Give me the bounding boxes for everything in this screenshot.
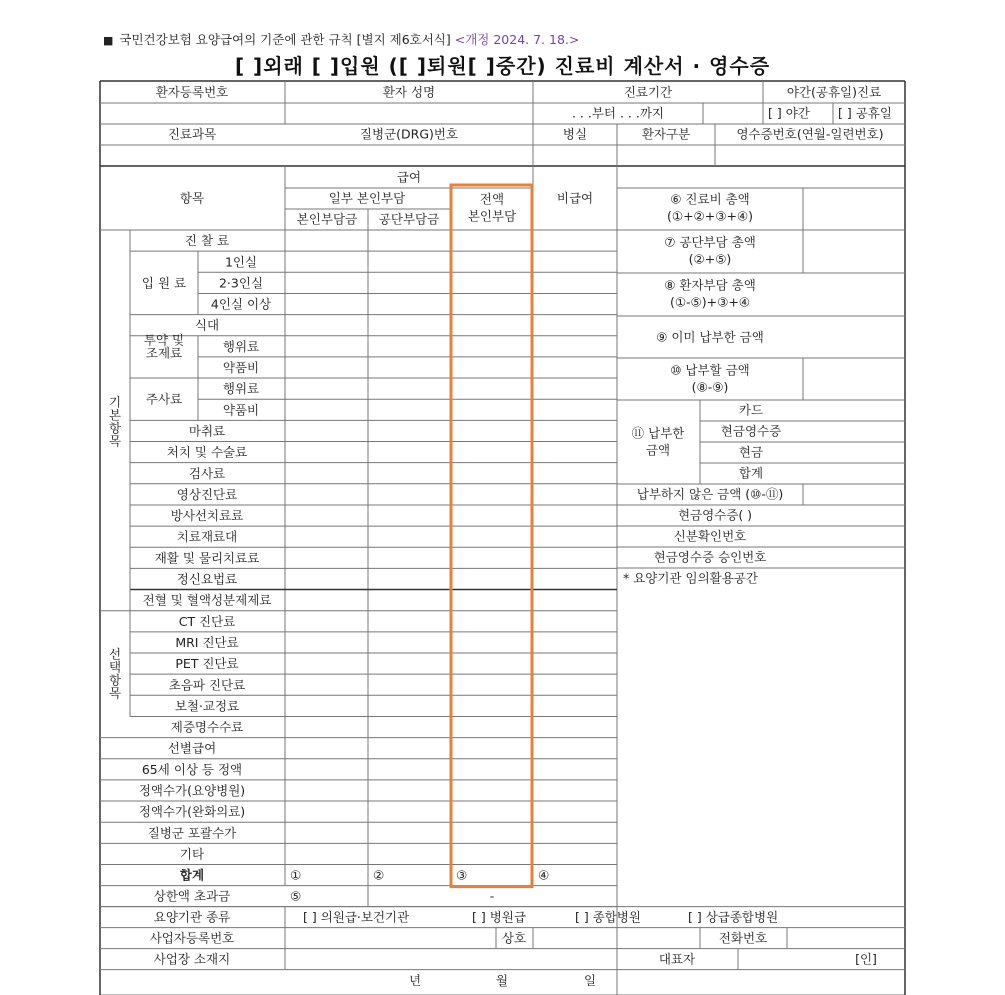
regulation-text: 국민건강보험 요양급여의 기준에 관한 규칙 [별지 제6호서식]	[119, 32, 451, 47]
patient-total-label: ⑧ 환자부담 총액	[664, 277, 756, 293]
flat-palliative-row: 정액수가(완화의료)	[138, 804, 246, 820]
rehab-row: 재활 및 물리치료료	[154, 550, 260, 566]
procedure-row: 처치 및 수술료	[166, 444, 248, 460]
room1-row: 1인실	[224, 254, 258, 270]
optional-items-group-label: 항	[108, 672, 122, 688]
year-label: 년	[408, 973, 422, 989]
drg-bundle-row: 질병군 포괄수가	[147, 825, 237, 841]
patient-name-label: 환자 성명	[382, 84, 436, 100]
optional-items-group-label: 택	[108, 659, 122, 675]
patient-type-label: 환자구분	[641, 126, 691, 142]
biz-no-label: 사업자등록번호	[149, 930, 235, 946]
facility-general-option: [ ] 종합병원	[575, 909, 642, 925]
non-benefit-header: 비급여	[556, 190, 594, 206]
senior-row: 65세 이상 등 정액	[141, 761, 243, 777]
test-row: 검사료	[188, 465, 226, 481]
ct-row: CT 진단료	[178, 613, 236, 629]
basic-items-group-label: 본	[108, 407, 122, 423]
optional-items-group-label: 선	[108, 646, 122, 662]
basic-items-group-label: 기	[108, 394, 122, 410]
certificate-row: 제증명수수료	[170, 719, 244, 735]
cash-receipt-type-label: 현금영수증( )	[677, 507, 753, 523]
night-holiday-label: 야간(공휴일)진료	[786, 84, 882, 100]
patient-reg-no-label: 환자등록번호	[155, 84, 229, 100]
inj-med-row: 약품비	[222, 402, 260, 418]
insurer-total-label: ⑦ 공단부담 총액	[664, 234, 756, 250]
blood-row: 전혈 및 혈액성분제제료	[142, 592, 272, 608]
drug-group-label-1: 투약 및	[143, 332, 185, 348]
unpaid-label: 납부하지 않은 금액 (⑩-⑪)	[636, 486, 784, 502]
item-header: 항목	[179, 190, 205, 206]
already-paid-label: ⑨ 이미 납부한 금액	[656, 329, 764, 345]
drug-med-row: 약품비	[222, 360, 260, 375]
prosthesis-row: 보철·교정료	[174, 698, 240, 714]
square-bullet-icon: ■	[103, 34, 114, 47]
patient-total-formula: (①-⑤)+③+④	[669, 294, 751, 310]
total-mark-1: ①	[290, 867, 302, 883]
id-check-label: 신분확인번호	[673, 528, 747, 544]
drug-group-label-2: 조제료	[145, 345, 183, 361]
self-amount-header: 본인부담금	[296, 211, 358, 227]
phone-label: 전화번호	[718, 930, 768, 946]
total-fee-label: ⑥ 진료비 총액	[670, 191, 750, 207]
paid-amount-label-1: ⑪ 납부한	[631, 425, 685, 441]
table-labels	[109, 85, 892, 989]
paid-amount-label-2: 금액	[645, 442, 671, 458]
total-mark-4: ④	[538, 867, 550, 883]
total-fee-formula: (①+②+③+④)	[667, 208, 753, 224]
selective-row: 선별급여	[167, 740, 217, 756]
facility-tertiary-option: [ ] 상급종합병원	[688, 909, 779, 925]
imaging-row: 영상진단료	[176, 486, 238, 502]
insurer-amount-header: 공단부담금	[378, 211, 440, 227]
paid-sum-label: 합계	[738, 465, 764, 481]
inj-act-row: 행위료	[222, 381, 260, 397]
representative-label: 대표자	[658, 951, 696, 967]
basic-items-group-label: 항	[108, 420, 122, 436]
seal-mark: [인]	[855, 951, 877, 967]
facility-type-label: 요양기관 종류	[153, 909, 231, 925]
revision-date: <개정 2024. 7. 18.>	[454, 32, 580, 47]
full-self-pay-header-2: 본인부담	[467, 208, 517, 224]
benefit-header: 급여	[396, 169, 422, 185]
optional-items-group-label: 목	[108, 685, 122, 701]
drg-label: 질병군(DRG)번호	[359, 126, 459, 142]
meal-row: 식대	[194, 317, 220, 333]
total-mark-3: ③	[456, 867, 468, 883]
insurer-total-formula: (②+⑤)	[688, 251, 732, 267]
total-mark-2: ②	[373, 867, 385, 883]
full-self-pay-highlight	[451, 185, 532, 887]
material-row: 치료재료대	[176, 529, 238, 545]
ceiling-dash: -	[489, 888, 495, 904]
form-title: [ ]외래 [ ]입원 ([ ]퇴원[ ]중간) 진료비 계산서 · 영수증	[234, 54, 771, 78]
cash-receipt-label: 현금영수증	[720, 423, 782, 439]
injection-group-label: 주사료	[145, 391, 183, 407]
free-space-label: * 요양기관 임의활용공간	[623, 570, 758, 586]
basic-items-group-label: 목	[108, 433, 122, 449]
anesthesia-row: 마취료	[188, 423, 226, 439]
total-row: 합계	[179, 867, 205, 883]
ultrasound-row: 초음파 진단료	[168, 677, 246, 693]
flat-nursing-row: 정액수가(요양병원)	[138, 783, 246, 798]
radiation-row: 방사선치료료	[170, 508, 244, 524]
period-label: 진료기간	[623, 84, 673, 100]
night-option: [ ] 야간	[768, 105, 810, 121]
pet-row: PET 진단료	[175, 656, 239, 672]
drug-act-row: 행위료	[222, 338, 260, 354]
approval-no-label: 현금영수증 승인번호	[653, 549, 767, 565]
ceiling-row: 상한액 초과금	[153, 888, 231, 904]
period-value: . . .부터 . . .까지	[571, 105, 665, 121]
room-label: 병실	[562, 126, 588, 142]
cash-label: 현금	[738, 444, 764, 460]
to-pay-formula: (⑧-⑨)	[691, 379, 729, 395]
day-label: 일	[583, 973, 597, 989]
address-label: 사업장 소재지	[153, 951, 231, 967]
month-label: 월	[495, 973, 509, 989]
receipt-no-label: 영수증번호(연월-일련번호)	[736, 126, 884, 142]
biz-name-label: 상호	[501, 930, 527, 946]
full-self-pay-header-1: 전액	[479, 191, 505, 207]
ceiling-mark-5: ⑤	[290, 888, 302, 904]
mri-row: MRI 진단료	[175, 634, 239, 650]
partial-self-pay-header: 일부 본인부담	[328, 190, 406, 206]
to-pay-label: ⑩ 납부할 금액	[670, 362, 750, 378]
facility-clinic-option: [ ] 의원급·보건기관	[303, 909, 410, 925]
facility-hospital-option: [ ] 병원급	[472, 909, 526, 925]
other-row: 기타	[179, 846, 205, 862]
card-label: 카드	[738, 402, 764, 418]
psych-row: 정신요법료	[176, 571, 238, 587]
inpatient-group-label: 입 원 료	[141, 275, 187, 291]
department-label: 진료과목	[167, 126, 217, 142]
exam-row: 진 찰 료	[184, 233, 230, 249]
room23-row: 2·3인실	[218, 275, 264, 291]
room4-row: 4인실 이상	[210, 296, 272, 312]
holiday-option: [ ] 공휴일	[838, 105, 892, 121]
